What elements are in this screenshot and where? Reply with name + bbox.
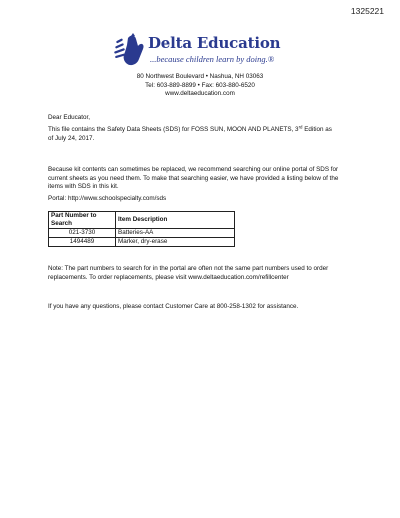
note-paragraph: [48, 265, 358, 282]
intro-text-end: Edition as: [302, 126, 332, 133]
search-line: items with SDS in this kit.: [48, 183, 119, 191]
company-name: Delta Education: [148, 34, 281, 52]
company-address-block: [0, 73, 400, 99]
note-line: replacements. To order replacements, please visit www.deltaeducation.com/refillcenter: [48, 273, 289, 281]
column-header-part-number: Part Number to Search: [49, 212, 116, 229]
portal-url[interactable]: Portal: http://www.schoolspecialty.com/sds: [48, 195, 167, 202]
part-number-cell: 1494489: [49, 238, 116, 247]
hand-logo-icon: [114, 32, 152, 68]
closing-paragraph: [48, 303, 358, 312]
intro-text: This file contains the Safety Data Sheets (SDS) for FOSS SUN, MOON AND PLANETS, 3: [48, 126, 299, 133]
phone-fax: Tel: 603-889-8899 • Fax: 603-880-6520: [145, 81, 255, 89]
table-row: [49, 238, 235, 247]
search-line: current sheets as you need them. To make that searching easier, we have provided a listing below of the: [48, 174, 339, 182]
note-line: Note: The part numbers to search for in the portal are often not the same part numbers used to order: [48, 265, 329, 272]
search-paragraph: [48, 166, 358, 192]
sds-parts-table: [48, 211, 235, 247]
part-number-cell: 021-3730: [49, 229, 116, 238]
table-row: [49, 229, 235, 238]
greeting: [48, 114, 358, 123]
description-cell: Marker, dry-erase: [116, 238, 235, 247]
company-tagline: ...because children learn by doing.®: [150, 54, 275, 64]
portal-line: [48, 195, 358, 204]
company-logo: [114, 30, 294, 70]
description-cell: Batteries-AA: [116, 229, 235, 238]
search-line: Because kit contents can sometimes be replaced, we recommend searching our online portal of SDS for: [48, 166, 339, 173]
intro-line-2: of July 24, 2017.: [48, 134, 95, 142]
document-id: 1325221: [350, 6, 384, 16]
column-header-description: Item Description: [116, 212, 235, 229]
website-link[interactable]: www.deltaeducation.com: [165, 90, 235, 98]
table-header-row: [49, 212, 235, 229]
street-address: 80 Northwest Boulevard • Nashua, NH 03063: [136, 73, 264, 80]
greeting-text: Dear Educator,: [48, 114, 91, 121]
intro-line-1: [48, 126, 358, 135]
edition-ordinal: rd: [298, 124, 303, 130]
intro-paragraph: [48, 126, 358, 143]
closing-text: If you have any questions, please contact Customer Care at 800-258-1302 for assistance.: [48, 303, 299, 310]
